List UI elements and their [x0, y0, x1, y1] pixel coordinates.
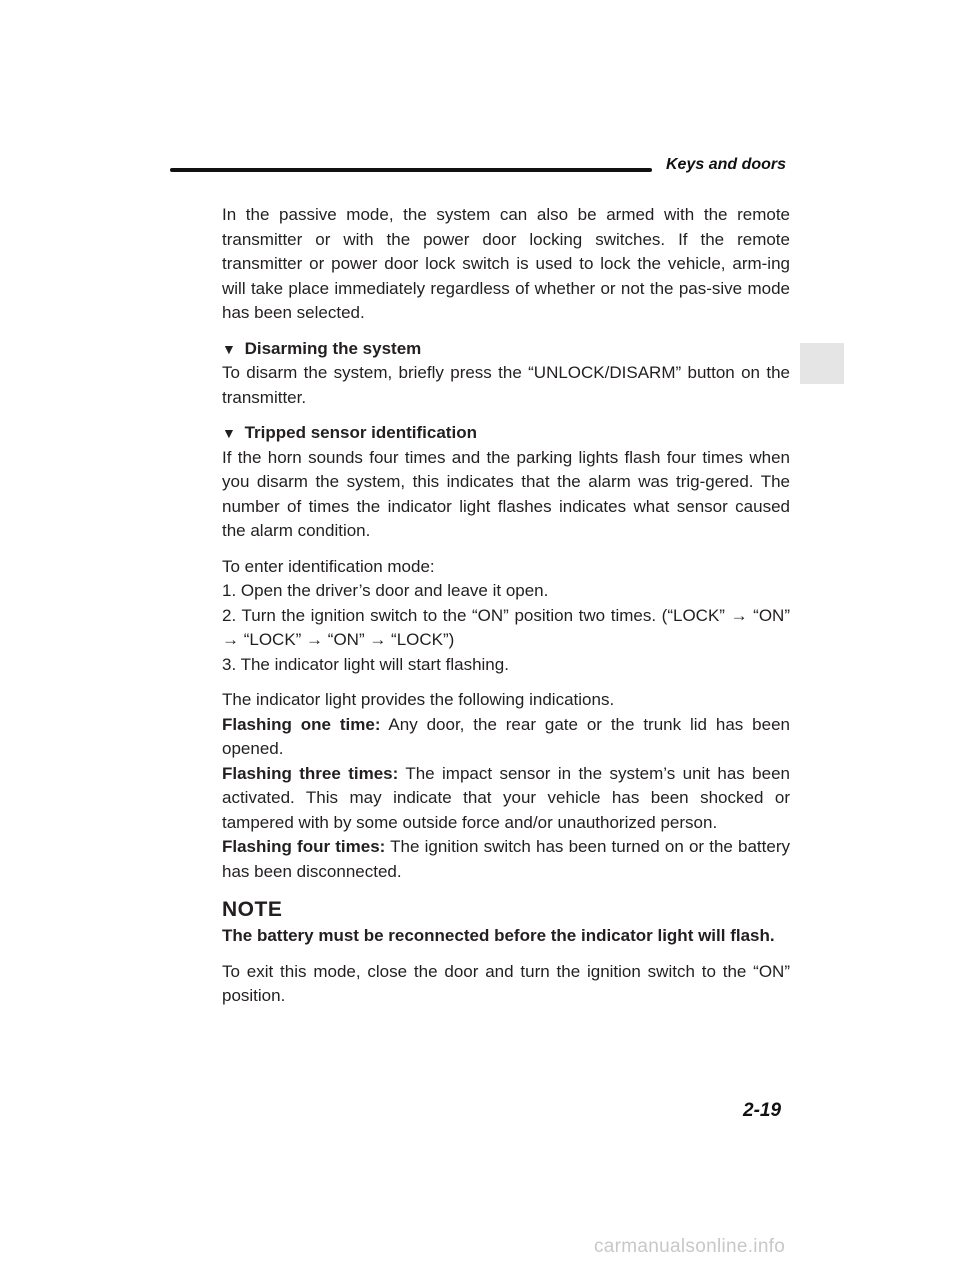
page-body — [222, 203, 790, 1020]
page-number: 2-19 — [743, 1100, 782, 1121]
indication-desc: The impact sensor in the system’s unit has been activated. This may indicate that your vehicle has been shocked or tampered with by some outside force and/or unauthorized person. — [222, 763, 790, 832]
intro-paragraph: In the passive mode, the system can also be armed with the remote transmitter or with the power door locking switches. If the remote transmitter or power door lock switch is used to lock the vehicle, arm-ing will take place immediately regardless of whether or not the pas-sive mode has been selected. — [222, 205, 790, 322]
note-heading: NOTE — [222, 898, 283, 921]
tripped-heading-label: Tripped sensor identification — [244, 423, 477, 442]
header-rule — [170, 168, 652, 172]
indication-term: Flashing three times: — [222, 763, 399, 783]
watermark: carmanualsonline.info — [594, 1236, 786, 1257]
indication-desc: Any door, the rear gate or the trunk lid has been opened. — [222, 714, 790, 758]
indication-item — [222, 835, 790, 884]
indication-term: Flashing one time: — [222, 714, 381, 734]
enter-mode-intro: To enter identification mode: — [222, 556, 435, 576]
disarming-heading — [222, 337, 790, 362]
chapter-tab-marker — [800, 343, 844, 384]
disarming-heading-label: Disarming the system — [244, 338, 422, 358]
steps-list — [222, 579, 790, 677]
indication-term: Flashing four times: — [222, 837, 386, 856]
exit-paragraph: To exit this mode, close the door and turn the ignition switch to the “ON” position. — [222, 961, 790, 1005]
indications-intro: The indicator light provides the following indications. — [222, 690, 615, 709]
list-item: 1. Open the driver’s door and leave it open. — [222, 581, 549, 600]
section-title: Keys and doors — [666, 156, 787, 173]
disarming-paragraph: To disarm the system, briefly press the “UNLOCK/DISARM” button on the transmitter. — [222, 363, 790, 407]
tripped-paragraph: If the horn sounds four times and the parking lights flash four times when you disarm the system, this indicates that the alarm was trig-gered. The number of times the indicator light flashes indicates what sensor caused the alarm condition. — [222, 447, 790, 540]
indication-item — [222, 762, 790, 836]
tripped-heading — [222, 421, 790, 446]
indication-item — [222, 713, 790, 762]
triangle-icon: ▼ — [222, 425, 236, 441]
indication-desc: The ignition switch has been turned on or the battery has been disconnected. — [222, 837, 790, 881]
triangle-icon: ▼ — [222, 340, 236, 357]
list-item: 2. Turn the ignition switch to the “ON” position two times. (“LOCK” → “ON” → “LOCK” → “ON” → “LOCK”) — [222, 605, 790, 649]
list-item: 3. The indicator light will start flashing. — [222, 654, 509, 674]
note-text: The battery must be reconnected before the indicator light will flash. — [222, 926, 775, 945]
